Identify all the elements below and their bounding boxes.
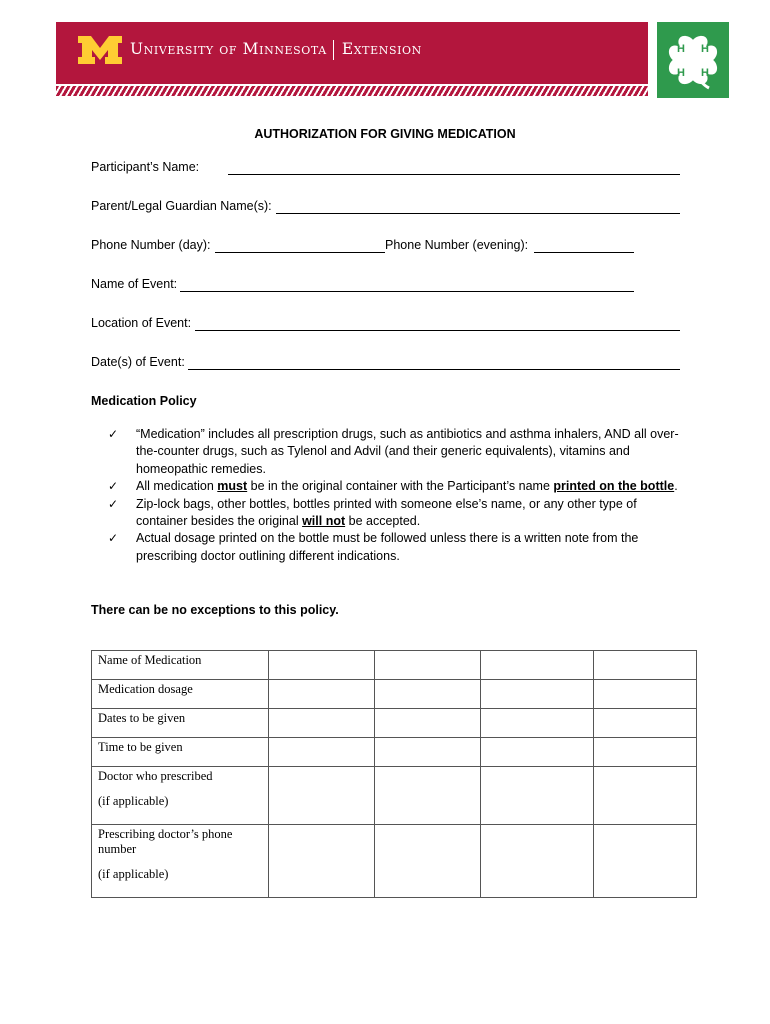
university-m-logo [78, 36, 122, 64]
guardian-name-field[interactable] [276, 213, 680, 214]
phone-evening-label: Phone Number (evening): [385, 238, 529, 252]
clover-letter-3: H [677, 67, 685, 79]
table-cell[interactable] [375, 651, 481, 680]
checkmark-icon: ✓ [108, 496, 119, 511]
table-cell[interactable] [375, 738, 481, 767]
table-row [92, 709, 697, 738]
table-row [92, 738, 697, 767]
table-cell[interactable] [594, 738, 697, 767]
table-cell[interactable] [594, 825, 697, 898]
wordmark-divider [333, 40, 334, 60]
checkmark-icon: ✓ [108, 479, 119, 494]
table-cell[interactable] [594, 651, 697, 680]
guardian-name-label: Parent/Legal Guardian Name(s): [91, 199, 272, 213]
event-location-label: Location of Event: [91, 316, 192, 330]
phone-evening-field[interactable] [534, 252, 634, 253]
table-cell[interactable] [481, 825, 594, 898]
policy-item-text: All medication [136, 479, 218, 494]
table-cell[interactable] [481, 738, 594, 767]
medication-table [91, 650, 697, 898]
clover-icon [657, 22, 729, 98]
event-dates-label: Date(s) of Event: [91, 355, 185, 369]
no-exceptions-note: There can be no exceptions to this policy. [91, 603, 339, 617]
row-label: Time to be given [92, 738, 269, 767]
table-row [92, 680, 697, 709]
row-label [92, 825, 269, 898]
policy-item-text: Zip-lock bags, other bottles, bottles printed with someone else’s name, or any other type of container besides the original [136, 496, 637, 529]
row-label: Name of Medication [92, 651, 269, 680]
policy-item-text: “Medication” includes all prescription drugs, such as antibiotics and asthma inhalers, AND all over-the-counter drugs, such as Tylenol and Advil (and their generic equivalents), vitamins and homeopathic remedies. [136, 427, 679, 476]
policy-emphasis: must [217, 479, 248, 494]
table-cell[interactable] [594, 680, 697, 709]
table-cell[interactable] [269, 709, 375, 738]
phone-day-field[interactable] [215, 252, 385, 253]
4h-logo [657, 22, 729, 98]
row-label-text: Doctor who prescribed [98, 769, 213, 783]
clover-letter-4: H [701, 67, 709, 79]
participant-name-field[interactable] [228, 174, 680, 175]
table-cell[interactable] [375, 680, 481, 709]
policy-item [108, 426, 688, 478]
university-name: University of Minnesota [130, 40, 327, 58]
clover-letter-2: H [701, 43, 709, 55]
table-cell[interactable] [481, 709, 594, 738]
table-cell[interactable] [269, 825, 375, 898]
row-label: Medication dosage [92, 680, 269, 709]
event-dates-field[interactable] [188, 369, 680, 370]
policy-emphasis: will not [302, 514, 346, 529]
policy-item-text: Actual dosage printed on the bottle must be followed unless there is a written note from the prescribing doctor outlining different indications. [136, 531, 639, 563]
participant-name-label: Participant’s Name: [91, 160, 200, 174]
table-cell[interactable] [481, 767, 594, 825]
table-row [92, 825, 697, 898]
university-wordmark [130, 38, 422, 60]
row-label [92, 767, 269, 825]
form-title: AUTHORIZATION FOR GIVING MEDICATION [254, 127, 516, 141]
event-name-label: Name of Event: [91, 277, 178, 291]
header-stripes [56, 86, 648, 96]
checkmark-icon: ✓ [108, 531, 119, 546]
table-cell[interactable] [269, 651, 375, 680]
table-cell[interactable] [269, 738, 375, 767]
table-row [92, 651, 697, 680]
table-cell[interactable] [375, 825, 481, 898]
table-cell[interactable] [375, 709, 481, 738]
unit-name: Extension [341, 40, 422, 58]
row-label-note: (if applicable) [98, 867, 169, 881]
policy-item [108, 530, 688, 565]
table-row [92, 767, 697, 825]
checkmark-icon: ✓ [108, 427, 119, 441]
policy-item-text: . [674, 479, 678, 494]
phone-day-label: Phone Number (day): [91, 238, 211, 252]
table-cell[interactable] [594, 709, 697, 738]
policy-item-text: be accepted. [345, 514, 421, 529]
row-label: Dates to be given [92, 709, 269, 738]
table-cell[interactable] [481, 651, 594, 680]
table-cell[interactable] [375, 767, 481, 825]
policy-item-text: be in the original container with the Participant’s name [247, 479, 554, 494]
table-cell[interactable] [594, 767, 697, 825]
clover-letter-1: H [677, 43, 685, 55]
row-label-text: Prescribing doctor’s phone number [98, 827, 233, 856]
policy-heading: Medication Policy [91, 394, 197, 408]
table-cell[interactable] [269, 680, 375, 709]
policy-list [108, 426, 688, 565]
policy-item [108, 478, 688, 495]
row-label-note: (if applicable) [98, 794, 169, 808]
event-location-field[interactable] [195, 330, 680, 331]
policy-emphasis: printed on the bottle [553, 479, 675, 494]
event-name-field[interactable] [180, 291, 634, 292]
table-cell[interactable] [269, 767, 375, 825]
policy-item [108, 496, 688, 531]
table-cell[interactable] [481, 680, 594, 709]
